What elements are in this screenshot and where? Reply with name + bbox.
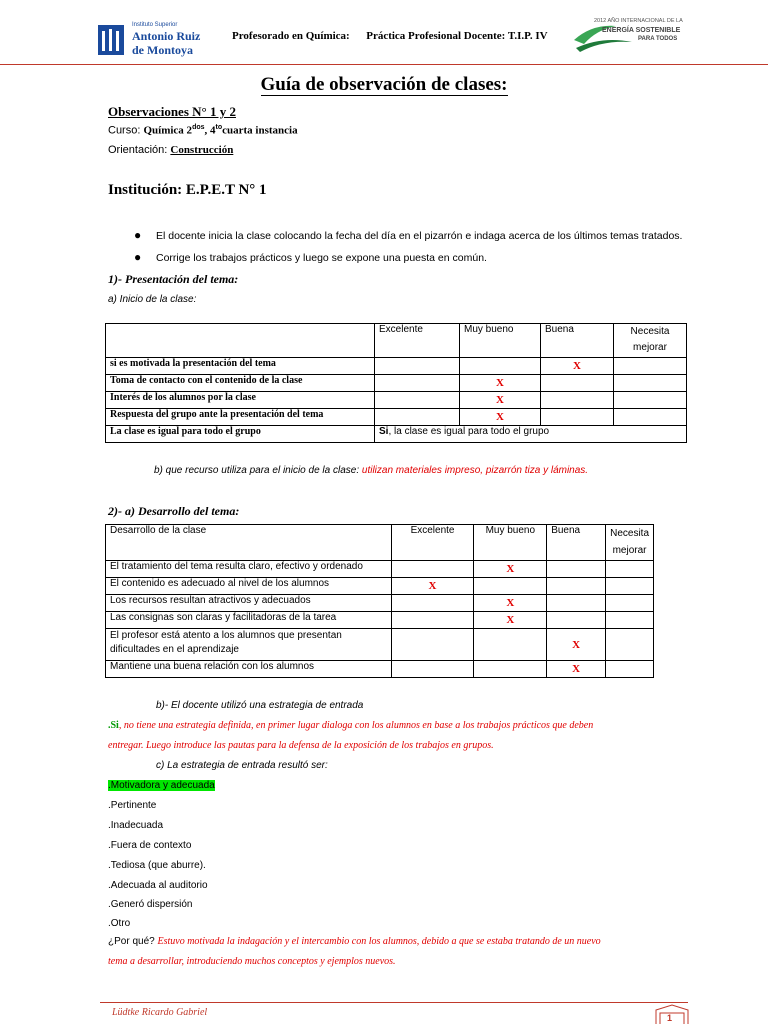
option-item: .Otro (108, 918, 131, 929)
row-label: La clase es igual para todo el grupo (106, 426, 375, 443)
option-item: .Adecuada al auditorio (108, 880, 208, 891)
table-header-row (106, 324, 687, 358)
bullet-item: ● El docente inicia la clase colocando la fecha del día en el pizarrón e indaga acerca de los últimos temas tratados. (134, 228, 683, 242)
desarrollo-table (105, 524, 654, 678)
table-row (106, 629, 654, 661)
energy-logo-line1: 2012 AÑO INTERNACIONAL DE LA (594, 18, 683, 24)
x-mark: X (547, 661, 606, 678)
x-mark: X (474, 561, 547, 578)
table-row (106, 612, 654, 629)
row-label: El tratamiento del tema resulta claro, efectivo y ordenado (106, 561, 392, 578)
x-mark: X (541, 358, 614, 375)
option-item: .Pertinente (108, 800, 157, 811)
energy-logo-line3: PARA TODOS (638, 36, 678, 42)
porque-line1: ¿Por qué? Estuvo motivada la indagación y el intercambio con los alumnos, debido a que se estaba tratando de un nuevo (108, 936, 601, 947)
table-header-cell: Buena (541, 324, 614, 358)
row-label: Respuesta del grupo ante la presentación del tema (106, 409, 375, 426)
row-label: Interés de los alumnos por la clase (106, 392, 375, 409)
row-label: El profesor está atento a los alumnos que presentan dificultades en el aprendizaje (106, 629, 392, 661)
x-mark: X (547, 629, 606, 661)
table-row (106, 426, 687, 443)
row-answer: Si, la clase es igual para todo el grupo (375, 426, 687, 443)
table-header-cell: Excelente (375, 324, 460, 358)
table-header-cell: Buena (547, 525, 606, 561)
table-row (106, 561, 654, 578)
x-mark: X (474, 595, 547, 612)
option-item: .Tediosa (que aburre). (108, 860, 206, 871)
table-row (106, 661, 654, 678)
x-mark: X (460, 392, 541, 409)
page-title: Guía de observación de clases: (260, 74, 508, 95)
footer-divider (100, 1002, 688, 1003)
row-label: Toma de contacto con el contenido de la clase (106, 375, 375, 392)
table-row (106, 409, 687, 426)
institute-logo-line3: de Montoya (132, 43, 193, 57)
table-row (106, 578, 654, 595)
q2b-answer-line2: entregar. Luego introduce las pautas para la defensa de la exposición de los trabajos en grupos. (108, 740, 494, 751)
table-header-cell: Necesita mejorar (614, 324, 687, 358)
porque-line2: tema a desarrollar, introduciendo muchos conceptos y ejemplos nuevos. (108, 956, 396, 967)
table-header-cell: Necesita mejorar (606, 525, 654, 561)
table-row (106, 595, 654, 612)
option-item: .Inadecuada (108, 820, 164, 831)
institute-logo-icon (98, 25, 124, 55)
option-item: .Fuera de contexto (108, 840, 192, 851)
row-label: Las consignas son claras y facilitadoras de la tarea (106, 612, 392, 629)
q2b-label: b)- El docente utilizó una estrategia de entrada (156, 700, 364, 711)
section2-title: 2)- a) Desarrollo del tema: (108, 504, 240, 518)
table-header-cell: Excelente (391, 525, 474, 561)
header-divider (0, 64, 768, 65)
table-row (106, 392, 687, 409)
table-header-cell: Desarrollo de la clase (106, 525, 392, 561)
inicio-table (105, 323, 687, 443)
x-mark: X (460, 409, 541, 426)
option-item: .Motivadora y adecuada (108, 780, 215, 791)
curso-line: Curso: Química $2^{dos}$, $4^{to}cuarta$ instancia (108, 124, 298, 137)
x-mark: X (460, 375, 541, 392)
section1-subtitle: a) Inicio de la clase: (108, 294, 197, 305)
row-label: Los recursos resultan atractivos y adecuados (106, 595, 392, 612)
table-row (106, 375, 687, 392)
page-number: 1 (667, 1013, 673, 1023)
option-item: .Generó dispersión (108, 899, 193, 910)
row-label: Mantiene una buena relación con los alumnos (106, 661, 392, 678)
row-label: si es motivada la presentación del tema (106, 358, 375, 375)
observaciones-heading: Observaciones N° 1 y 2 (108, 104, 236, 119)
header-course-text: Profesorado en Química: Práctica Profesional Docente: T.I.P. IV (232, 30, 548, 42)
q1b-line: b) que recurso utiliza para el inicio de la clase: utilizan materiales impreso, pizarrón tiza y láminas. (154, 465, 589, 476)
page-number-box (654, 1004, 690, 1024)
table-header-cell (106, 324, 375, 358)
energy-logo-line2: ENERGÍA SOSTENIBLE (602, 27, 681, 34)
row-label: El contenido es adecuado al nivel de los alumnos (106, 578, 392, 595)
table-row (106, 358, 687, 375)
x-mark: X (474, 612, 547, 629)
bullet-item: ● Corrige los trabajos prácticos y luego se expone una puesta en común. (134, 250, 487, 264)
institute-logo-line2: Antonio Ruiz (132, 29, 201, 43)
orientacion-line: Orientación: Construcción (108, 144, 234, 156)
energy-year-logo (572, 18, 683, 60)
institute-logo-line1: Instituto Superior (132, 22, 178, 28)
x-mark: X (391, 578, 474, 595)
table-header-cell: Muy bueno (474, 525, 547, 561)
table-header-cell: Muy bueno (460, 324, 541, 358)
q2b-answer-line1: .Si, no tiene una estrategia definida, en primer lugar dialoga con los alumnos en base a los trabajos prácticos que deben (108, 720, 594, 731)
author-signature: Lüdtke Ricardo Gabriel (112, 1007, 208, 1018)
institucion-heading: Institución: E.P.E.T N° 1 (108, 182, 267, 198)
section1-title: 1)- Presentación del tema: (108, 272, 239, 286)
institute-logo (98, 22, 218, 60)
q2c-label: c) La estrategia de entrada resultó ser: (156, 760, 328, 771)
table-header-row (106, 525, 654, 561)
